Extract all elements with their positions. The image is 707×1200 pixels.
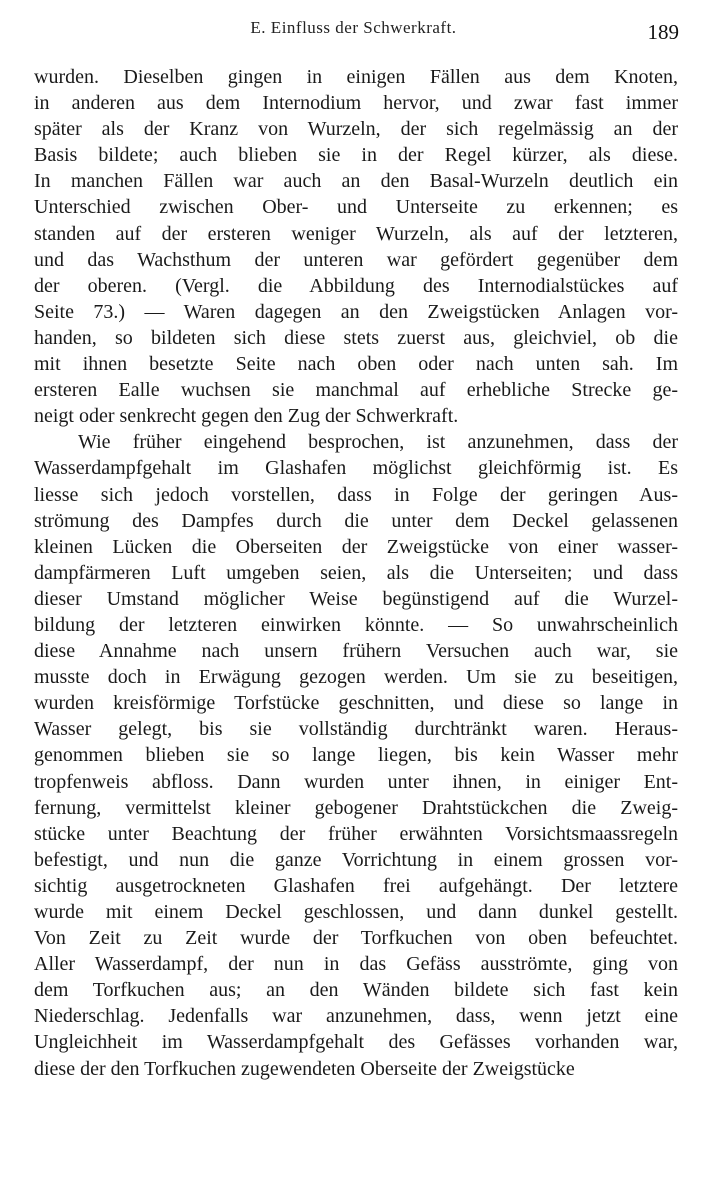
text-line: strömung des Dampfes durch die unter dem Deckel gelassenen [34, 509, 678, 532]
text-line: Wasser gelegt, bis sie vollständig durchtränkt waren. Heraus- [34, 718, 678, 741]
text-line: Wie früher eingehend besprochen, ist anzunehmen, dass der [78, 431, 678, 454]
text-line: ersteren Ealle wuchsen sie manchmal auf erhebliche Strecke ge- [34, 379, 678, 402]
text-line: musste doch in Erwägung gezogen werden. Um sie zu beseitigen, [34, 666, 678, 689]
text-line: genommen blieben sie so lange liegen, bis kein Wasser mehr [34, 744, 678, 767]
text-line: fernung, vermittelst kleiner gebogener Drahtstückchen die Zweig- [34, 796, 678, 819]
text-line: kleinen Lücken die Oberseiten der Zweigstücke von einer wasser- [34, 535, 678, 558]
text-line: neigt oder senkrecht gegen den Zug der Schwerkraft. [34, 405, 459, 428]
text-line: diese Annahme nach unsern frühern Versuchen auch war, sie [34, 640, 678, 663]
text-line: Unterschied zwischen Ober- und Unterseite zu erkennen; es [34, 196, 678, 219]
running-title: E. Einfluss der Schwerkraft. [250, 18, 457, 37]
text-line: Aller Wasserdampf, der nun in das Gefäss ausströmte, ging von [34, 953, 678, 976]
text-line: der oberen. (Vergl. die Abbildung des Internodialstückes auf [34, 274, 678, 297]
text-line: und das Wachsthum der unteren war gefördert gegenüber dem [34, 248, 678, 271]
text-line: In manchen Fällen war auch an den Basal-Wurzeln deutlich ein [34, 170, 678, 193]
text-line: Wasserdampfgehalt im Glashafen möglichst gleichförmig ist. Es [34, 457, 678, 480]
text-line: Niederschlag. Jedenfalls war anzunehmen, dass, wenn jetzt eine [34, 1005, 678, 1028]
text-line: Ungleichheit im Wasserdampfgehalt des Gefässes vorhanden war, [34, 1031, 678, 1054]
text-line: später als der Kranz von Wurzeln, der sich regelmässig an der [34, 118, 678, 141]
body-text [34, 64, 678, 1082]
text-line: wurde mit einem Deckel geschlossen, und dann dunkel gestellt. [34, 901, 678, 923]
text-line: standen auf der ersteren weniger Wurzeln, als auf der letzteren, [34, 222, 678, 245]
text-line: diese der den Torfkuchen zugewendeten Oberseite der Zweigstücke [34, 1057, 575, 1080]
text-line: Von Zeit zu Zeit wurde der Torfkuchen von oben befeuchtet. [34, 927, 678, 950]
text-line: handen, so bildeten sich diese stets zuerst aus, gleichviel, ob die [34, 326, 678, 349]
text-line: wurden kreisförmige Torfstücke geschnitten, und diese so lange in [34, 692, 678, 715]
text-line: wurden. Dieselben gingen in einigen Fällen aus dem Knoten, [34, 66, 678, 88]
text-line: liesse sich jedoch vorstellen, dass in Folge der geringen Aus- [34, 483, 678, 506]
page-header [0, 14, 707, 44]
text-line: sichtig ausgetrockneten Glashafen frei aufgehängt. Der letztere [34, 874, 678, 897]
text-line: in anderen aus dem Internodium hervor, und zwar fast immer [34, 92, 678, 115]
text-line: Basis bildete; auch blieben sie in der Regel kürzer, als diese. [34, 144, 678, 167]
text-line: befestigt, und nun die ganze Vorrichtung in einem grossen vor- [34, 848, 678, 871]
text-line: stücke unter Beachtung der früher erwähnten Vorsichtsmaassregeln [34, 822, 678, 845]
text-line: bildung der letzteren einwirken könnte. — So unwahrscheinlich [34, 613, 678, 636]
text-line: dampfärmeren Luft umgeben seien, als die Unterseiten; und dass [34, 561, 678, 584]
text-line: mit ihnen besetzte Seite nach oben oder nach unten sah. Im [34, 353, 678, 376]
text-line: Seite 73.) — Waren dagegen an den Zweigstücken Anlagen vor- [34, 300, 678, 323]
text-line: dieser Umstand möglicher Weise begünstigend auf die Wurzel- [34, 587, 678, 610]
text-line: dem Torfkuchen aus; an den Wänden bildete sich fast kein [34, 979, 678, 1002]
page-number: 189 [647, 20, 679, 44]
text-line: tropfenweis abfloss. Dann wurden unter ihnen, in einiger Ent- [34, 770, 678, 793]
